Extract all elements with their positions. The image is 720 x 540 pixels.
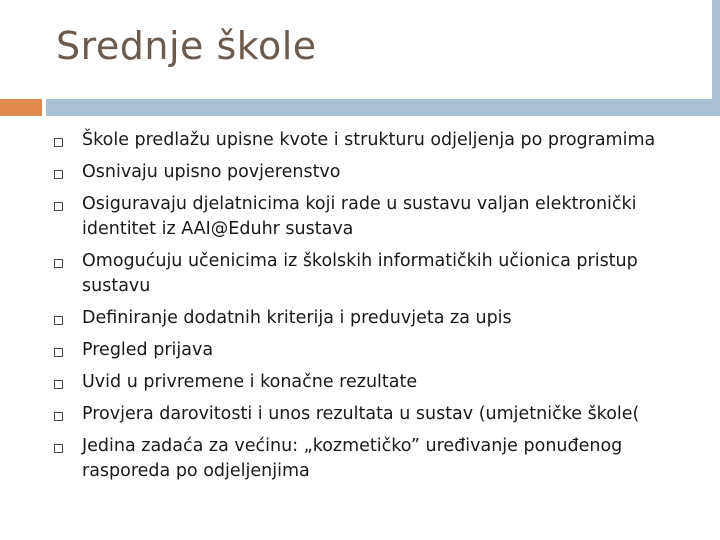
bullet-list [52,128,702,491]
bullet-text: Osiguravaju djelatnicima koji rade u sustavu valjan elektronički identitet iz AAI@Eduhr sustava [82,194,637,239]
list-item [52,192,702,242]
list-item [52,338,702,363]
slide-title: Srednje škole [56,24,317,68]
list-item [52,306,702,331]
bullet-text: Jedina zadaća za većinu: „kozmetičko” uređivanje ponuđenog rasporeda po odjeljenjima [82,436,623,481]
list-item [52,434,702,484]
list-item [52,128,702,153]
bullet-text: Pregled prijava [82,340,214,360]
bullet-text: Omogućuju učenicima iz školskih informatičkih učionica pristup sustavu [82,251,638,296]
square-bullet-icon [54,316,63,325]
bullet-text: Uvid u privremene i konačne rezultate [82,372,418,392]
bullet-text: Provjera darovitosti i unos rezultata u sustav (umjetničke škole( [82,404,640,424]
bullet-text: Osnivaju upisno povjerenstvo [82,162,341,182]
list-item [52,249,702,299]
square-bullet-icon [54,170,63,179]
square-bullet-icon [54,412,63,421]
square-bullet-icon [54,202,63,211]
square-bullet-icon [54,259,63,268]
accent-bar-blue-vertical [712,0,720,116]
accent-bar-blue [46,99,720,116]
list-item [52,370,702,395]
list-item [52,402,702,427]
bullet-text: Škole predlažu upisne kvote i strukturu odjeljenja po programima [82,130,656,150]
square-bullet-icon [54,138,63,147]
square-bullet-icon [54,444,63,453]
list-item [52,160,702,185]
accent-bar-orange [0,99,42,116]
bullet-text: Definiranje dodatnih kriterija i preduvjeta za upis [82,308,512,328]
square-bullet-icon [54,380,63,389]
square-bullet-icon [54,348,63,357]
